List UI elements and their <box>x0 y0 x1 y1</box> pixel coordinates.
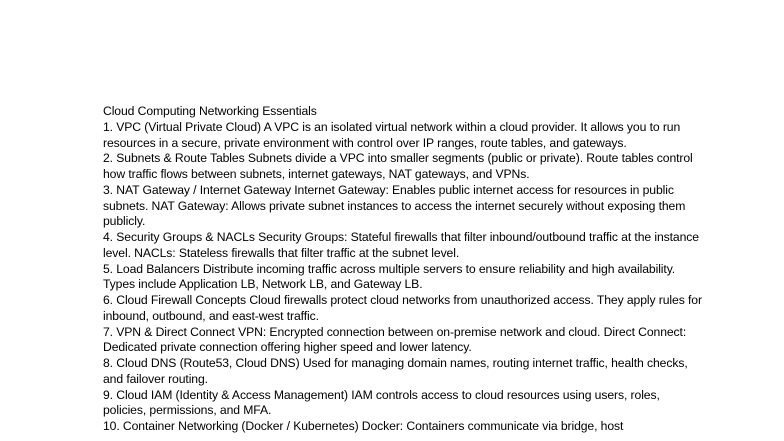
list-item: 8. Cloud DNS (Route53, Cloud DNS) Used for managing domain names, routing internet traffic, health checks, and failover routing. <box>103 356 688 386</box>
list-item: 9. Cloud IAM (Identity & Access Management) IAM controls access to cloud resources using users, roles, policies, permissions, and MFA. <box>103 387 660 418</box>
list-item: 5. Load Balancers Distribute incoming traffic across multiple servers to ensure reliability and high availability. Types include Application LB, Network LB, and Gateway LB. <box>103 261 676 292</box>
list-item: 10. Container Networking (Docker / Kubernetes) Docker: Containers communicate via bridge, host <box>103 419 624 433</box>
list-item: 3. NAT Gateway / Internet Gateway Internet Gateway: Enables public internet access for resources in public subnets. NAT Gateway: Allows private subnet instances to access the internet securely without exposing them publicly. <box>103 182 686 229</box>
list-item: 6. Cloud Firewall Concepts Cloud firewalls protect cloud networks from unauthorized access. They apply rules for inbound, outbound, and east-west traffic. <box>103 293 702 323</box>
document-body <box>103 104 703 435</box>
list-item: 2. Subnets & Route Tables Subnets divide a VPC into smaller segments (public or private). Route tables control how traffic flows between subnets, internet gateways, NAT gateways, and VPNs. <box>103 151 693 181</box>
document-title: Cloud Computing Networking Essentials <box>103 104 317 118</box>
list-item: 4. Security Groups & NACLs Security Groups: Stateful firewalls that filter inbound/outbound traffic at the instance level. NACLs: Stateless firewalls that filter traffic at the subnet level. <box>103 230 699 260</box>
list-item: 7. VPN & Direct Connect VPN: Encrypted connection between on-premise network and cloud. Direct Connect: Dedicated private connection offering higher speed and lower latency. <box>103 324 687 355</box>
list-item: 1. VPC (Virtual Private Cloud) A VPC is an isolated virtual network within a cloud provider. It allows you to run resources in a secure, private environment with control over IP ranges, route tables, and gateways. <box>103 119 681 150</box>
